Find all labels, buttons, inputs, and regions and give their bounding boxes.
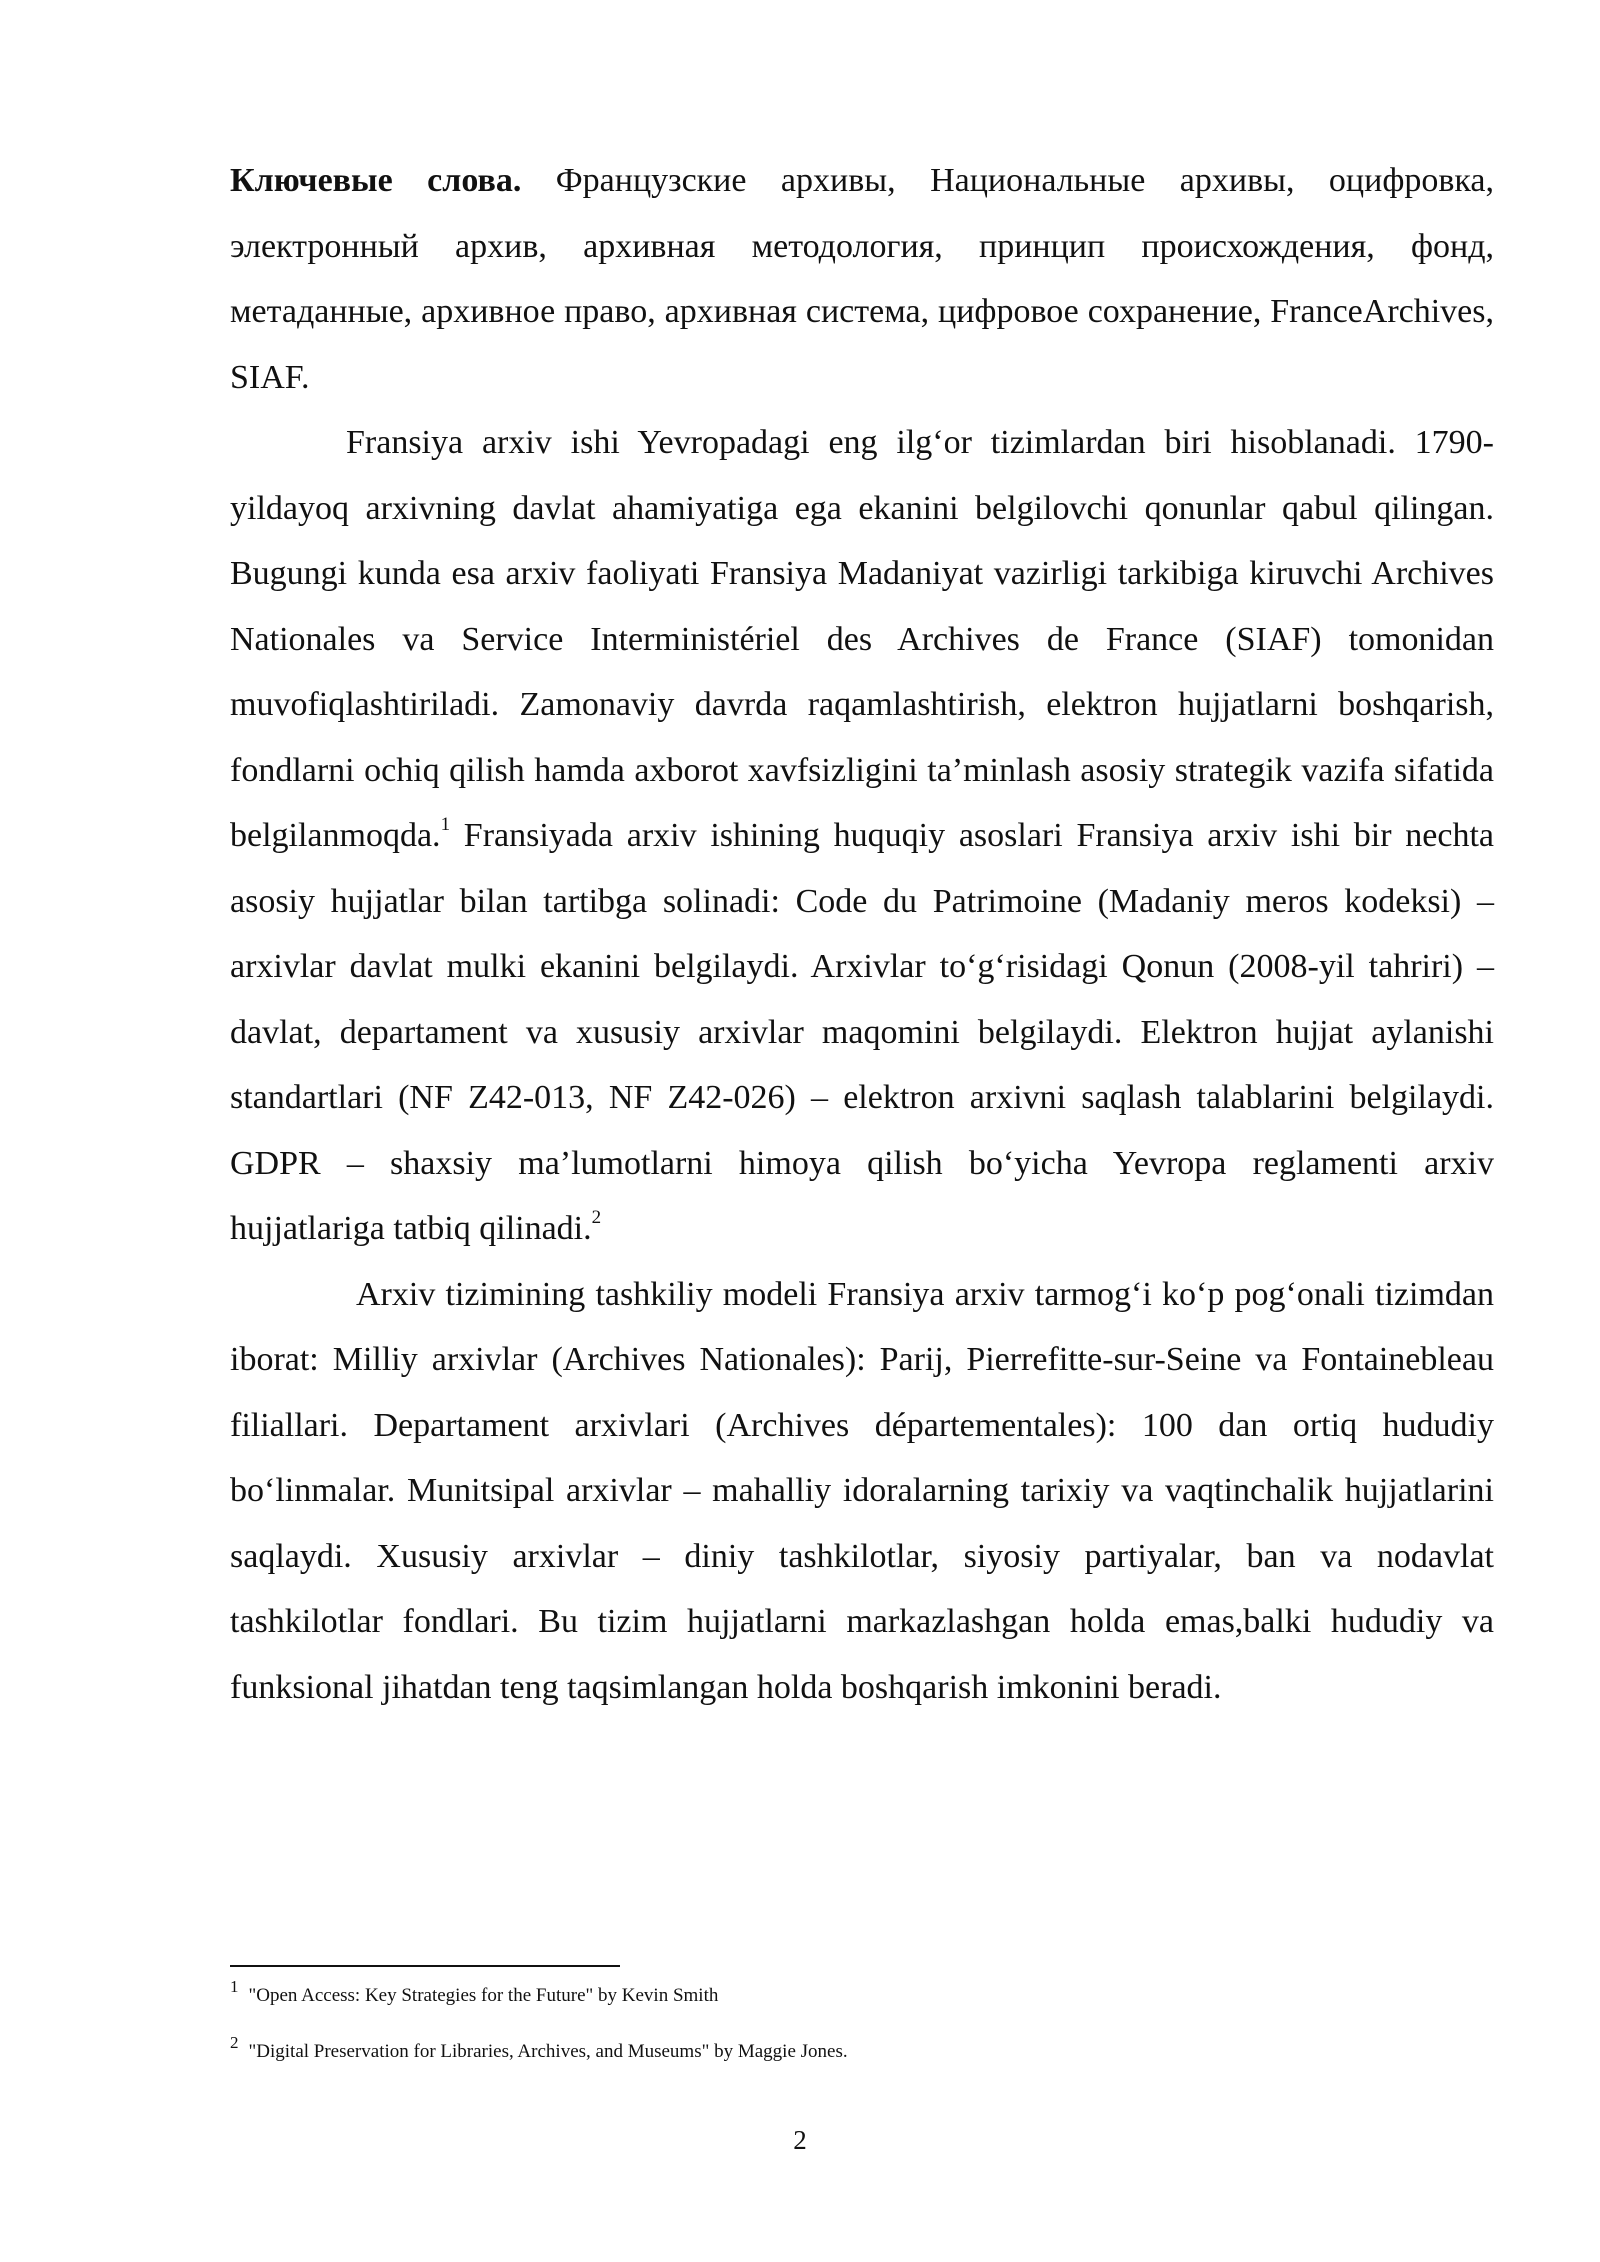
paragraph1-part2: Fransiyada arxiv ishining huquqiy asoslari Fransiya arxiv ishi bir nechta asosiy hujjatlar bilan tartibga solinadi: Code du Patrimoine (Madaniy meros kodeksi) – arxivlar davlat mulki ekanini belgilaydi. Arxivlar to‘g‘risidagi Qonun (2008-yil tahriri) – davlat, departament va xususiy arxivlar maqomini belgilaydi. Elektron hujjat aylanishi standartlari (NF Z42-013, NF Z42-026) – elektron arxivni saqlash talablarini belgilaydi. GDPR – shaxsiy ma’lumotlarni himoya qilish bo‘yicha Yevropa reglamenti arxiv hujjatlariga tatbiq qilinadi. — [230, 817, 1494, 1247]
keywords-text: Французские архивы, Национальные архивы, оцифровка, электронный архив, архивная методология, принцип происхождения, фонд, метаданные, архивное право, архивная система, цифровое сохранение, FranceArchives, SIAF. — [230, 162, 1494, 396]
footnote-ref-1[interactable]: 1 — [440, 813, 451, 835]
footnote-2 — [230, 2033, 848, 2064]
footnote-number: 1 — [230, 1977, 239, 1996]
keywords-paragraph — [230, 148, 1494, 410]
paragraph-legal-basis — [230, 410, 1494, 1262]
page-number: 2 — [793, 2125, 807, 2155]
footnote-number: 2 — [230, 2033, 239, 2052]
footnote-text: "Digital Preservation for Libraries, Archives, and Museums" by Maggie Jones. — [248, 2041, 848, 2062]
paragraph2-text: Arxiv tizimining tashkiliy modeli Fransiya arxiv tarmog‘i ko‘p pog‘onali tizimdan iborat: Milliy arxivlar (Archives Nationales): Parij, Pierrefitte-sur-Seine va Fontainebleau filiallari. Departament arxivlari (Archives départementales): 100 dan ortiq hududiy bo‘linmalar. Munitsipal arxivlar – mahalliy idoralarning tarixiy va vaqtinchalik hujjatlarini saqlaydi. Xususiy arxivlar – diniy tashkilotlar, siyosiy partiyalar, ban va nodavlat tashkilotlar fondlari. Bu tizim hujjatlarni markazlashgan holda emas,balki hududiy va funksional jihatdan teng taqsimlangan holda boshqarish imkonini beradi. — [230, 1275, 1494, 1706]
footnote-ref-2[interactable]: 2 — [591, 1206, 602, 1228]
footnote-1 — [230, 1977, 719, 2008]
footnote-text: "Open Access: Key Strategies for the Future" by Kevin Smith — [248, 1985, 719, 2006]
keywords-label: Ключевые слова. — [230, 162, 522, 199]
footnote-separator — [230, 1965, 620, 1967]
paragraph1-part1: Fransiya arxiv ishi Yevropadagi eng ilg‘or tizimlardan biri hisoblanadi. 1790-yildayoq arxivning davlat ahamiyatiga ega ekanini belgilovchi qonunlar qabul qilingan. Bugungi kunda esa arxiv faoliyati Fransiya Madaniyat vazirligi tarkibiga kiruvchi Archives Nationales va Service Interministériel des Archives de France (SIAF) tomonidan muvofiqlashtiriladi. Zamonaviy davrda raqamlashtirish, elektron hujjatlarni boshqarish, fondlarni ochiq qilish hamda axborot xavfsizligini ta’minlash asosiy strategik vazifa sifatida belgilanmoqda. — [230, 424, 1494, 854]
paragraph-organizational-model — [230, 1262, 1494, 1721]
body-text — [230, 148, 1494, 1720]
